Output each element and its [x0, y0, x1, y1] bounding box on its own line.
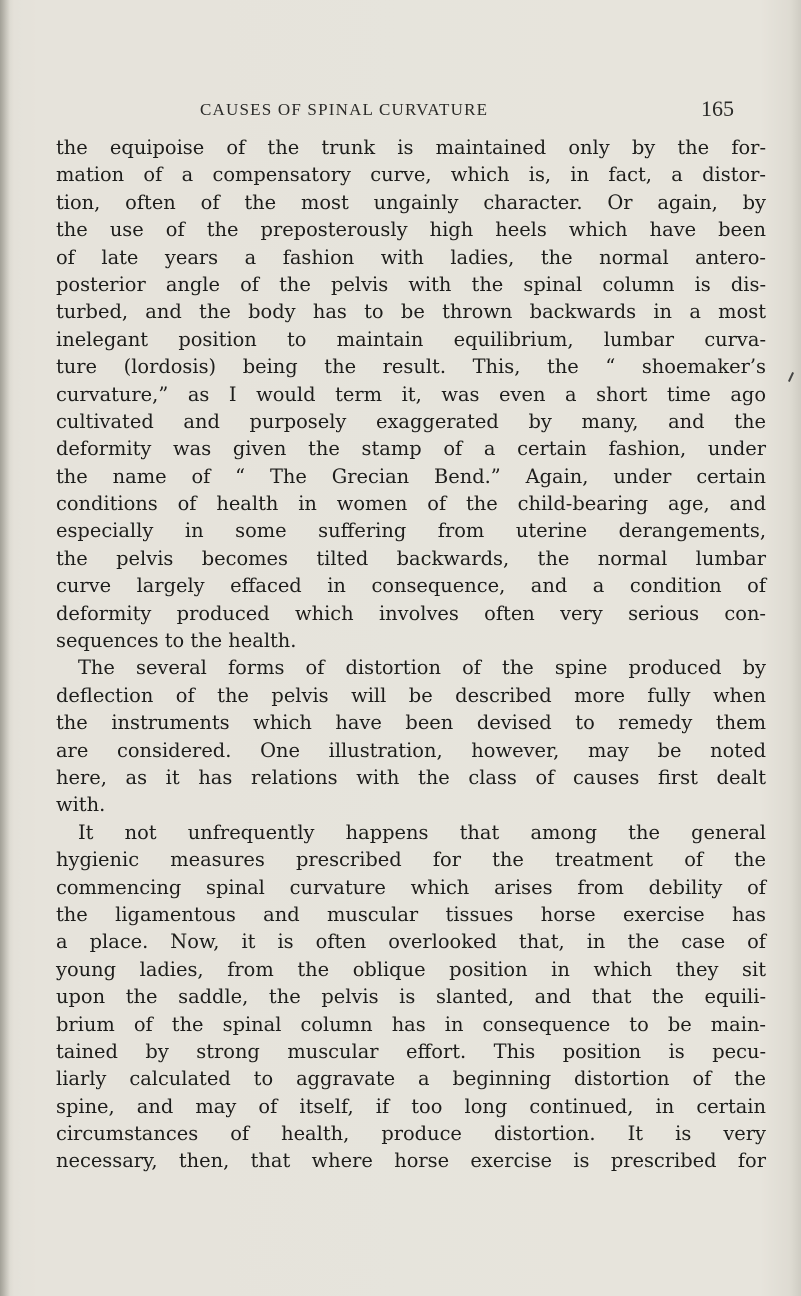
text-line: curve largely effaced in consequence, and a condition of — [56, 574, 766, 598]
text-line: tained by strong muscular effort. This position is pecu- — [56, 1039, 766, 1063]
body-text — [56, 134, 766, 1175]
text-line: the ligamentous and muscular tissues horse exercise has — [56, 902, 766, 926]
page-gutter-shadow — [0, 0, 10, 1296]
text-line: especially in some suffering from uterine derangements, — [56, 519, 766, 543]
text-line: hygienic measures prescribed for the treatment of the — [56, 848, 766, 872]
text-line: It not unfrequently happens that among the general — [78, 820, 766, 844]
text-line: circumstances of health, produce distortion. It is very — [56, 1122, 766, 1146]
text-line: necessary, then, that where horse exercise is prescribed for — [56, 1149, 766, 1173]
page-number: 165 — [701, 96, 734, 121]
text-line: a place. Now, it is often overlooked that, in the case of — [56, 930, 766, 954]
running-head: CAUSES OF SPINAL CURVATURE — [200, 100, 489, 119]
text-line: upon the saddle, the pelvis is slanted, and that the equili- — [56, 985, 766, 1009]
text-line: inelegant position to maintain equilibrium, lumbar curva- — [56, 327, 766, 351]
text-line: are considered. One illustration, however, may be noted — [56, 738, 766, 762]
text-line: mation of a compensatory curve, which is, in fact, a distor- — [56, 163, 766, 187]
text-line: the instruments which have been devised to remedy them — [56, 711, 766, 735]
text-line: The several forms of distortion of the spine produced by — [78, 656, 766, 680]
text-line: cultivated and purposely exaggerated by many, and the — [56, 409, 766, 433]
text-line: liarly calculated to aggravate a beginning distortion of the — [56, 1067, 766, 1091]
text-line: deformity was given the stamp of a certain fashion, under — [56, 437, 766, 461]
text-line: the equipoise of the trunk is maintained only by the for- — [56, 136, 766, 159]
text-line: of late years a fashion with ladies, the normal antero- — [56, 245, 766, 269]
text-line: the use of the preposterously high heels which have been — [56, 218, 766, 242]
text-line: with. — [56, 793, 106, 817]
text-line: deflection of the pelvis will be described more fully when — [56, 683, 766, 707]
text-line: the name of “ The Grecian Bend.” Again, under certain — [56, 464, 766, 488]
text-line: conditions of health in women of the child-bearing age, and — [56, 492, 766, 516]
text-line: ture (lordosis) being the result. This, the “ shoemaker’s — [56, 355, 766, 379]
margin-mark — [788, 372, 794, 382]
text-line: brium of the spinal column has in consequence to be main- — [56, 1012, 766, 1036]
text-line: deformity produced which involves often very serious con- — [56, 601, 766, 625]
text-line: spine, and may of itself, if too long continued, in certain — [56, 1094, 766, 1118]
text-line: curvature,” as I would term it, was even a short time ago — [56, 382, 766, 406]
text-line: turbed, and the body has to be thrown backwards in a most — [56, 300, 766, 324]
text-line: sequences to the health. — [56, 629, 297, 653]
text-line: the pelvis becomes tilted backwards, the normal lumbar — [56, 546, 766, 570]
text-line: commencing spinal curvature which arises from debility of — [56, 875, 766, 899]
text-line: here, as it has relations with the class of causes first dealt — [56, 765, 766, 789]
text-line: young ladies, from the oblique position in which they sit — [56, 957, 766, 981]
text-line: posterior angle of the pelvis with the spinal column is dis- — [56, 272, 766, 296]
text-line: tion, often of the most ungainly character. Or again, by — [56, 190, 766, 214]
